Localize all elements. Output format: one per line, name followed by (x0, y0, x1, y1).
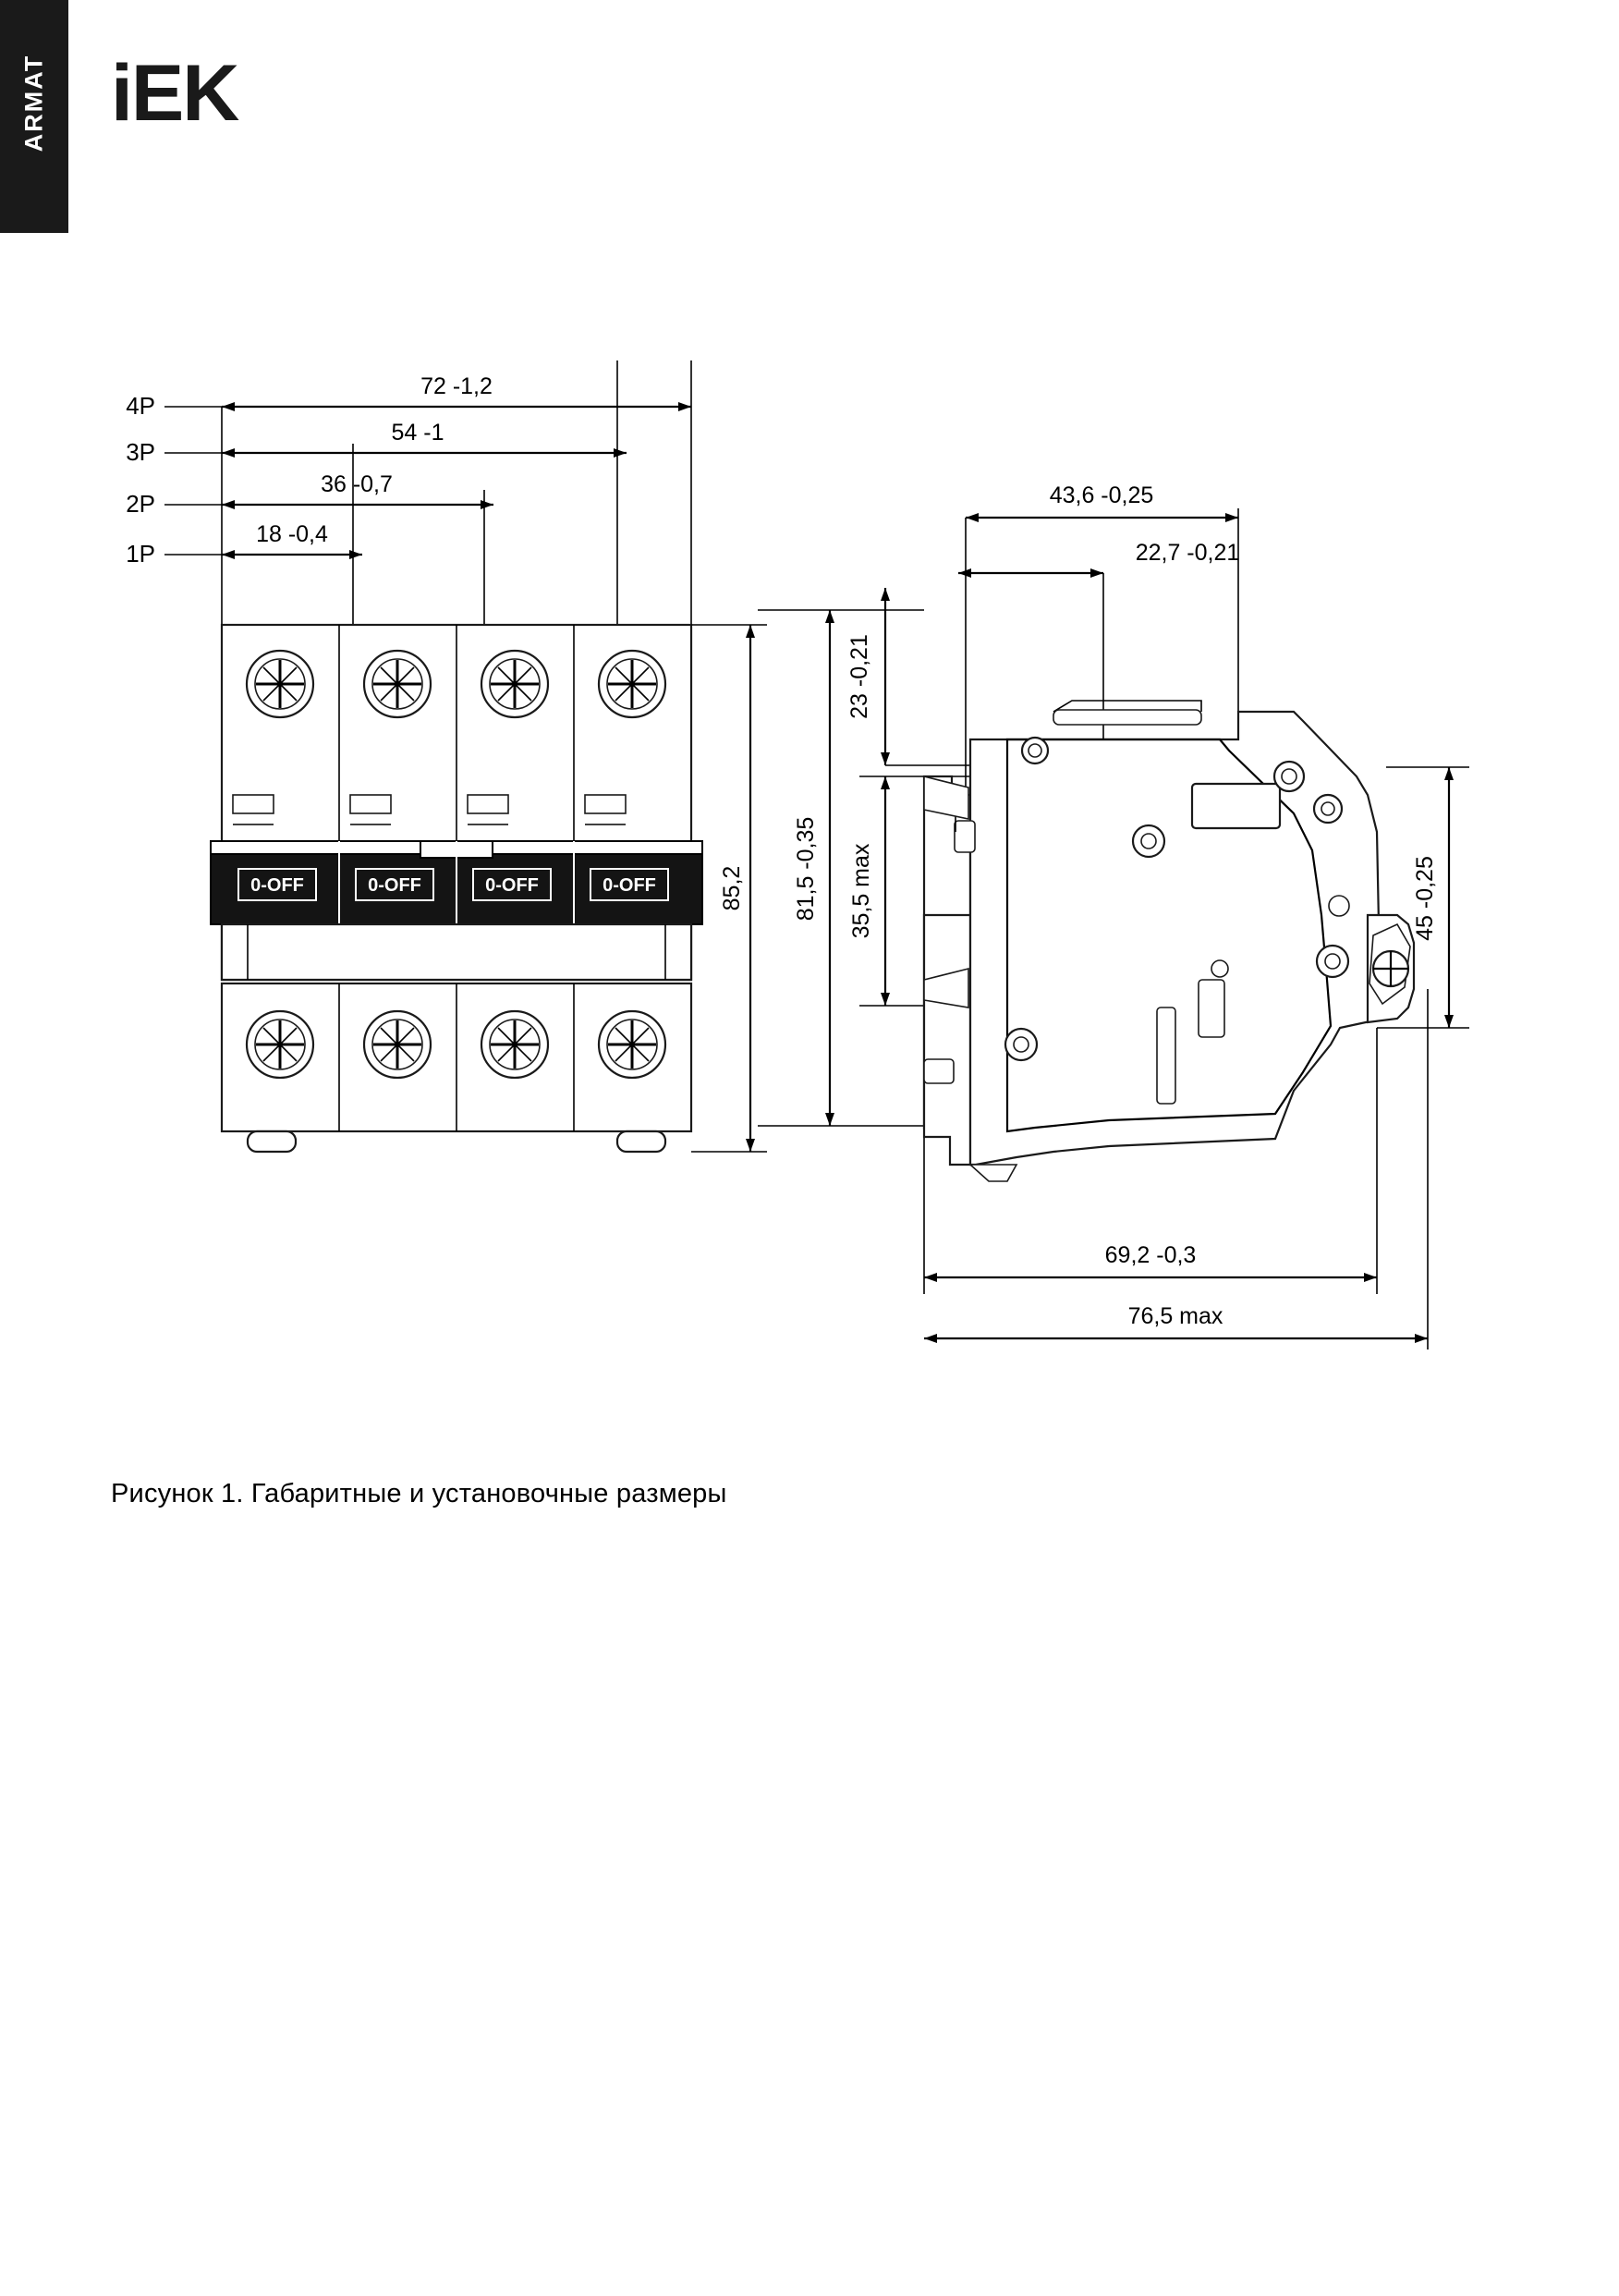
dim-side-top-overall: 43,6 -0,25 (1049, 482, 1154, 508)
dim-width-3p: 54 -1 (391, 420, 444, 446)
dim-81-5 (758, 610, 924, 1126)
figure-caption: Рисунок 1. Габаритные и установочные размеры (111, 1479, 727, 1508)
dim-width-2p: 36 -0,7 (321, 471, 393, 497)
dim-side-bottom-overall: 76,5 max (1127, 1303, 1223, 1329)
page-header (0, 0, 1619, 233)
dim-side-top-inner: 22,7 -0,21 (1135, 540, 1240, 566)
dim-side-left-inner: 35,5 max (848, 843, 874, 939)
technical-drawing (0, 277, 1619, 1433)
dim-width-4p: 72 -1,2 (420, 373, 493, 399)
front-pole-label-4p: 4P (126, 392, 155, 420)
iek-logo: iEK (111, 49, 238, 138)
dim-side-din-height: 23 -0,21 (846, 634, 872, 719)
switch-label-1: 0-OFF (250, 875, 304, 896)
front-pole-label-2p: 2P (126, 490, 155, 518)
side-profile-outline (924, 701, 1414, 1181)
dim-front-height-value: 85,2 (719, 865, 745, 911)
front-pole-label-1p: 1P (126, 540, 155, 568)
switch-label-2: 0-OFF (368, 875, 421, 896)
dim-side-right-height: 45 -0,25 (1412, 856, 1438, 941)
side-view (758, 482, 1469, 1350)
dim-23 (846, 588, 970, 765)
brand-tab (0, 0, 68, 233)
brand-vertical-label: ARMAT (19, 54, 48, 153)
dim-side-bottom-inner: 69,2 -0,3 (1104, 1242, 1197, 1268)
front-view (126, 360, 767, 1152)
handle-band[interactable] (211, 841, 702, 924)
switch-label-4: 0-OFF (603, 875, 656, 896)
dim-side-left-outer: 81,5 -0,35 (793, 816, 819, 922)
dim-width-1p: 18 -0,4 (256, 521, 328, 547)
front-pole-label-3p: 3P (126, 438, 155, 466)
switch-label-3: 0-OFF (485, 875, 539, 896)
